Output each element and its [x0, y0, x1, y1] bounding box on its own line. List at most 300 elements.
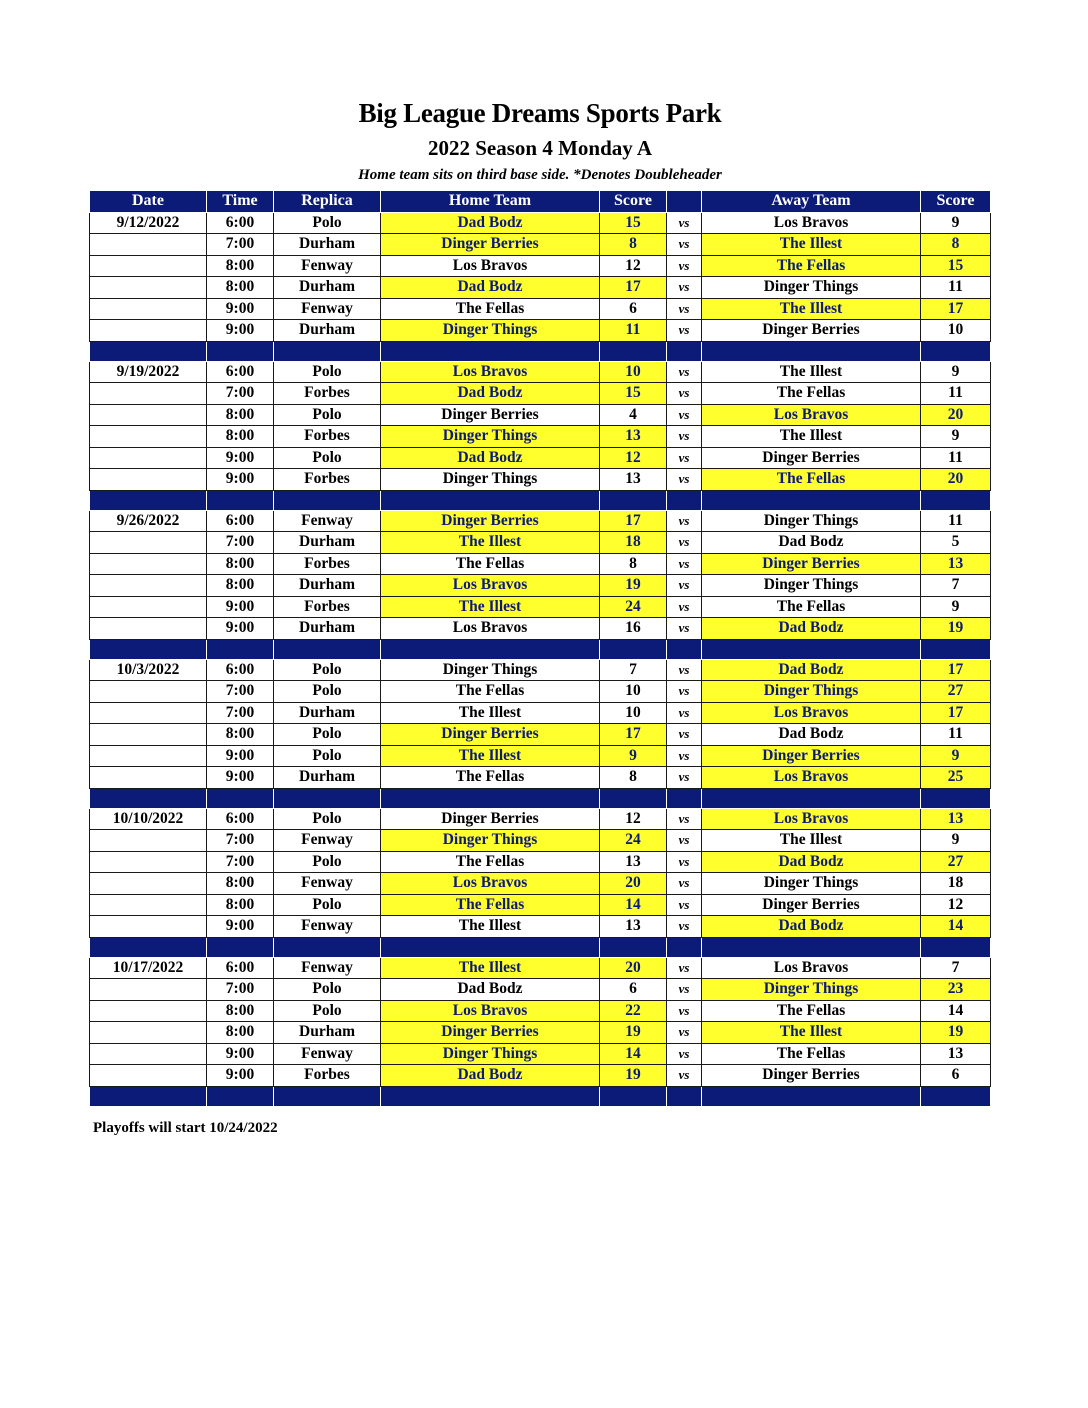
away-team: Los Bravos	[702, 702, 921, 724]
vs-label: vs	[667, 894, 702, 916]
game-replica: Durham	[274, 320, 381, 342]
away-team: The Fellas	[702, 1000, 921, 1022]
game-replica: Polo	[274, 851, 381, 873]
home-score: 20	[600, 957, 667, 979]
away-score: 25	[921, 767, 991, 789]
date-cell	[90, 277, 207, 299]
away-score: 9	[921, 426, 991, 448]
divider-cell	[90, 341, 207, 361]
divider-cell	[274, 490, 381, 510]
game-replica: Polo	[274, 404, 381, 426]
week-divider	[90, 788, 991, 808]
divider-cell	[381, 341, 600, 361]
game-replica: Durham	[274, 575, 381, 597]
game-replica: Polo	[274, 212, 381, 234]
game-time: 8:00	[207, 873, 274, 895]
vs-label: vs	[667, 510, 702, 532]
date-cell	[90, 383, 207, 405]
table-row	[90, 298, 991, 320]
table-row	[90, 894, 991, 916]
away-team: The Illest	[702, 361, 921, 383]
col-header-time: Time	[207, 191, 274, 213]
home-team: The Fellas	[381, 298, 600, 320]
away-team: Dad Bodz	[702, 659, 921, 681]
game-replica: Polo	[274, 1000, 381, 1022]
divider-cell	[381, 1086, 600, 1106]
home-team: The Fellas	[381, 553, 600, 575]
away-team: The Illest	[702, 234, 921, 256]
game-time: 7:00	[207, 830, 274, 852]
divider-cell	[207, 341, 274, 361]
table-row	[90, 575, 991, 597]
date-cell	[90, 681, 207, 703]
game-replica: Durham	[274, 618, 381, 640]
table-row	[90, 767, 991, 789]
date-cell	[90, 575, 207, 597]
home-team: The Fellas	[381, 894, 600, 916]
away-team: Dinger Things	[702, 979, 921, 1001]
game-time: 9:00	[207, 618, 274, 640]
away-team: The Fellas	[702, 1043, 921, 1065]
divider-cell	[207, 1086, 274, 1106]
game-time: 8:00	[207, 894, 274, 916]
away-score: 20	[921, 404, 991, 426]
home-team: Dad Bodz	[381, 447, 600, 469]
divider-cell	[600, 1086, 667, 1106]
vs-label: vs	[667, 1000, 702, 1022]
table-row	[90, 361, 991, 383]
vs-label: vs	[667, 979, 702, 1001]
divider-cell	[921, 490, 991, 510]
away-score: 18	[921, 873, 991, 895]
away-team: The Fellas	[702, 255, 921, 277]
away-score: 11	[921, 447, 991, 469]
week-date: 9/19/2022	[90, 361, 207, 383]
home-team: Dinger Things	[381, 469, 600, 491]
game-replica: Fenway	[274, 255, 381, 277]
home-score: 19	[600, 575, 667, 597]
game-time: 7:00	[207, 681, 274, 703]
away-score: 13	[921, 553, 991, 575]
home-score: 19	[600, 1065, 667, 1087]
vs-label: vs	[667, 298, 702, 320]
date-cell	[90, 724, 207, 746]
vs-label: vs	[667, 1065, 702, 1087]
away-team: Los Bravos	[702, 957, 921, 979]
home-team: Dinger Things	[381, 426, 600, 448]
home-team: Dad Bodz	[381, 383, 600, 405]
divider-cell	[381, 639, 600, 659]
table-row	[90, 745, 991, 767]
away-score: 9	[921, 212, 991, 234]
table-row	[90, 1000, 991, 1022]
divider-cell	[90, 788, 207, 808]
game-replica: Polo	[274, 979, 381, 1001]
game-replica: Forbes	[274, 469, 381, 491]
divider-cell	[207, 639, 274, 659]
home-score: 16	[600, 618, 667, 640]
away-team: Los Bravos	[702, 808, 921, 830]
week-date: 10/17/2022	[90, 957, 207, 979]
game-replica: Polo	[274, 361, 381, 383]
home-score: 15	[600, 212, 667, 234]
away-score: 10	[921, 320, 991, 342]
home-team: Dinger Berries	[381, 724, 600, 746]
home-team: The Illest	[381, 745, 600, 767]
game-replica: Fenway	[274, 830, 381, 852]
game-time: 6:00	[207, 212, 274, 234]
page-subtitle: 2022 Season 4 Monday A	[427, 136, 653, 160]
week-date: 10/10/2022	[90, 808, 207, 830]
game-replica: Polo	[274, 447, 381, 469]
game-replica: Durham	[274, 1022, 381, 1044]
home-score: 17	[600, 510, 667, 532]
away-score: 27	[921, 851, 991, 873]
table-row	[90, 1065, 991, 1087]
col-header-away-score: Score	[921, 191, 991, 213]
week-divider	[90, 341, 991, 361]
game-time: 9:00	[207, 320, 274, 342]
divider-cell	[381, 490, 600, 510]
vs-label: vs	[667, 767, 702, 789]
vs-label: vs	[667, 851, 702, 873]
table-row	[90, 234, 991, 256]
divider-cell	[921, 639, 991, 659]
game-time: 8:00	[207, 1000, 274, 1022]
col-header-date: Date	[90, 191, 207, 213]
game-replica: Fenway	[274, 957, 381, 979]
game-replica: Forbes	[274, 383, 381, 405]
away-team: Dinger Things	[702, 277, 921, 299]
vs-label: vs	[667, 404, 702, 426]
game-time: 9:00	[207, 447, 274, 469]
vs-label: vs	[667, 320, 702, 342]
date-cell	[90, 469, 207, 491]
date-cell	[90, 767, 207, 789]
table-row	[90, 510, 991, 532]
home-team: Dinger Things	[381, 1043, 600, 1065]
table-row	[90, 277, 991, 299]
game-time: 8:00	[207, 277, 274, 299]
table-row	[90, 1022, 991, 1044]
date-cell	[90, 553, 207, 575]
vs-label: vs	[667, 212, 702, 234]
divider-cell	[90, 937, 207, 957]
game-replica: Durham	[274, 702, 381, 724]
away-score: 7	[921, 957, 991, 979]
date-cell	[90, 426, 207, 448]
date-cell	[90, 404, 207, 426]
game-replica: Durham	[274, 277, 381, 299]
away-team: Dinger Berries	[702, 553, 921, 575]
schedule-table	[89, 190, 991, 1107]
col-header-replica: Replica	[274, 191, 381, 213]
date-cell	[90, 447, 207, 469]
game-replica: Forbes	[274, 426, 381, 448]
away-score: 14	[921, 916, 991, 938]
table-row	[90, 702, 991, 724]
home-score: 12	[600, 447, 667, 469]
date-cell	[90, 298, 207, 320]
date-cell	[90, 1043, 207, 1065]
away-score: 13	[921, 1043, 991, 1065]
home-score: 17	[600, 724, 667, 746]
week-divider	[90, 937, 991, 957]
divider-cell	[274, 788, 381, 808]
date-cell	[90, 532, 207, 554]
away-score: 20	[921, 469, 991, 491]
divider-cell	[667, 490, 702, 510]
away-team: Dinger Berries	[702, 1065, 921, 1087]
game-time: 9:00	[207, 1043, 274, 1065]
vs-label: vs	[667, 659, 702, 681]
vs-label: vs	[667, 447, 702, 469]
game-replica: Polo	[274, 808, 381, 830]
date-cell	[90, 745, 207, 767]
game-replica: Fenway	[274, 916, 381, 938]
away-team: Dinger Berries	[702, 447, 921, 469]
divider-cell	[667, 788, 702, 808]
vs-label: vs	[667, 255, 702, 277]
game-replica: Forbes	[274, 553, 381, 575]
away-team: Los Bravos	[702, 767, 921, 789]
game-time: 9:00	[207, 596, 274, 618]
vs-label: vs	[667, 618, 702, 640]
game-time: 7:00	[207, 702, 274, 724]
divider-cell	[667, 639, 702, 659]
vs-label: vs	[667, 873, 702, 895]
away-score: 11	[921, 510, 991, 532]
date-cell	[90, 1065, 207, 1087]
week-divider	[90, 639, 991, 659]
date-cell	[90, 234, 207, 256]
date-cell	[90, 702, 207, 724]
away-score: 9	[921, 745, 991, 767]
playoffs-note: Playoffs will start 10/24/2022	[93, 1120, 278, 1136]
away-team: Dinger Things	[702, 681, 921, 703]
week-date: 10/3/2022	[90, 659, 207, 681]
vs-label: vs	[667, 681, 702, 703]
home-team: Dad Bodz	[381, 1065, 600, 1087]
game-time: 8:00	[207, 426, 274, 448]
vs-label: vs	[667, 361, 702, 383]
home-team: Los Bravos	[381, 361, 600, 383]
game-time: 8:00	[207, 575, 274, 597]
col-header-home-score: Score	[600, 191, 667, 213]
vs-label: vs	[667, 426, 702, 448]
away-team: The Illest	[702, 426, 921, 448]
home-team: The Illest	[381, 596, 600, 618]
divider-cell	[274, 639, 381, 659]
away-team: The Fellas	[702, 383, 921, 405]
vs-label: vs	[667, 830, 702, 852]
away-team: Dad Bodz	[702, 916, 921, 938]
away-team: The Illest	[702, 1022, 921, 1044]
home-team: Los Bravos	[381, 873, 600, 895]
game-replica: Durham	[274, 532, 381, 554]
vs-label: vs	[667, 1022, 702, 1044]
table-row	[90, 404, 991, 426]
divider-cell	[921, 788, 991, 808]
vs-label: vs	[667, 532, 702, 554]
home-team: The Fellas	[381, 767, 600, 789]
divider-cell	[600, 490, 667, 510]
col-header-away-team: Away Team	[702, 191, 921, 213]
table-row	[90, 979, 991, 1001]
home-score: 15	[600, 383, 667, 405]
away-team: The Illest	[702, 830, 921, 852]
divider-cell	[921, 937, 991, 957]
game-time: 9:00	[207, 1065, 274, 1087]
home-score: 24	[600, 830, 667, 852]
table-row	[90, 873, 991, 895]
table-row	[90, 830, 991, 852]
date-cell	[90, 618, 207, 640]
home-score: 13	[600, 426, 667, 448]
game-time: 7:00	[207, 851, 274, 873]
game-time: 9:00	[207, 469, 274, 491]
home-score: 14	[600, 1043, 667, 1065]
home-team: Dad Bodz	[381, 277, 600, 299]
game-replica: Polo	[274, 745, 381, 767]
game-time: 6:00	[207, 361, 274, 383]
vs-label: vs	[667, 575, 702, 597]
home-score: 13	[600, 469, 667, 491]
home-score: 10	[600, 702, 667, 724]
away-score: 19	[921, 1022, 991, 1044]
away-score: 8	[921, 234, 991, 256]
away-score: 5	[921, 532, 991, 554]
home-team: Dinger Berries	[381, 404, 600, 426]
table-row	[90, 320, 991, 342]
game-time: 6:00	[207, 510, 274, 532]
home-team: The Illest	[381, 532, 600, 554]
divider-cell	[667, 937, 702, 957]
home-team: Dad Bodz	[381, 212, 600, 234]
away-score: 13	[921, 808, 991, 830]
away-score: 9	[921, 361, 991, 383]
home-score: 7	[600, 659, 667, 681]
home-score: 4	[600, 404, 667, 426]
vs-label: vs	[667, 596, 702, 618]
home-team: The Fellas	[381, 851, 600, 873]
divider-cell	[381, 788, 600, 808]
home-team: Dinger Berries	[381, 234, 600, 256]
home-score: 14	[600, 894, 667, 916]
home-score: 8	[600, 553, 667, 575]
vs-label: vs	[667, 702, 702, 724]
away-score: 14	[921, 1000, 991, 1022]
away-score: 7	[921, 575, 991, 597]
divider-cell	[381, 937, 600, 957]
table-row	[90, 808, 991, 830]
game-replica: Polo	[274, 724, 381, 746]
divider-cell	[600, 341, 667, 361]
home-score: 20	[600, 873, 667, 895]
home-score: 9	[600, 745, 667, 767]
vs-label: vs	[667, 916, 702, 938]
table-row	[90, 1043, 991, 1065]
home-team: The Illest	[381, 916, 600, 938]
divider-cell	[274, 341, 381, 361]
game-time: 7:00	[207, 979, 274, 1001]
game-time: 7:00	[207, 383, 274, 405]
away-score: 11	[921, 724, 991, 746]
game-replica: Durham	[274, 767, 381, 789]
game-time: 9:00	[207, 767, 274, 789]
away-score: 27	[921, 681, 991, 703]
date-cell	[90, 916, 207, 938]
table-row	[90, 426, 991, 448]
away-team: Dad Bodz	[702, 851, 921, 873]
date-cell	[90, 851, 207, 873]
table-row	[90, 212, 991, 234]
divider-cell	[667, 1086, 702, 1106]
game-replica: Polo	[274, 681, 381, 703]
home-score: 24	[600, 596, 667, 618]
vs-label: vs	[667, 383, 702, 405]
game-replica: Fenway	[274, 510, 381, 532]
away-score: 19	[921, 618, 991, 640]
divider-cell	[274, 937, 381, 957]
week-date: 9/26/2022	[90, 510, 207, 532]
game-replica: Forbes	[274, 596, 381, 618]
col-header-vs	[667, 191, 702, 213]
home-score: 11	[600, 320, 667, 342]
divider-cell	[600, 639, 667, 659]
week-divider	[90, 1086, 991, 1106]
home-team: Dinger Berries	[381, 1022, 600, 1044]
game-time: 6:00	[207, 808, 274, 830]
home-score: 8	[600, 767, 667, 789]
away-team: Dinger Things	[702, 873, 921, 895]
game-time: 8:00	[207, 1022, 274, 1044]
game-time: 8:00	[207, 724, 274, 746]
away-score: 23	[921, 979, 991, 1001]
divider-cell	[90, 1086, 207, 1106]
home-team: The Fellas	[381, 681, 600, 703]
away-score: 12	[921, 894, 991, 916]
away-team: Dad Bodz	[702, 532, 921, 554]
table-row	[90, 851, 991, 873]
divider-cell	[600, 788, 667, 808]
table-row	[90, 447, 991, 469]
game-time: 6:00	[207, 659, 274, 681]
away-score: 17	[921, 702, 991, 724]
home-team: The Illest	[381, 702, 600, 724]
table-row	[90, 681, 991, 703]
week-date: 9/12/2022	[90, 212, 207, 234]
divider-cell	[702, 937, 921, 957]
table-row	[90, 255, 991, 277]
divider-cell	[702, 341, 921, 361]
home-score: 18	[600, 532, 667, 554]
table-row	[90, 659, 991, 681]
game-time: 9:00	[207, 916, 274, 938]
vs-label: vs	[667, 469, 702, 491]
table-row	[90, 553, 991, 575]
game-replica: Polo	[274, 659, 381, 681]
game-replica: Fenway	[274, 298, 381, 320]
date-cell	[90, 255, 207, 277]
divider-cell	[667, 341, 702, 361]
away-score: 11	[921, 383, 991, 405]
date-cell	[90, 320, 207, 342]
table-row	[90, 532, 991, 554]
away-score: 17	[921, 659, 991, 681]
table-row	[90, 596, 991, 618]
table-row	[90, 957, 991, 979]
